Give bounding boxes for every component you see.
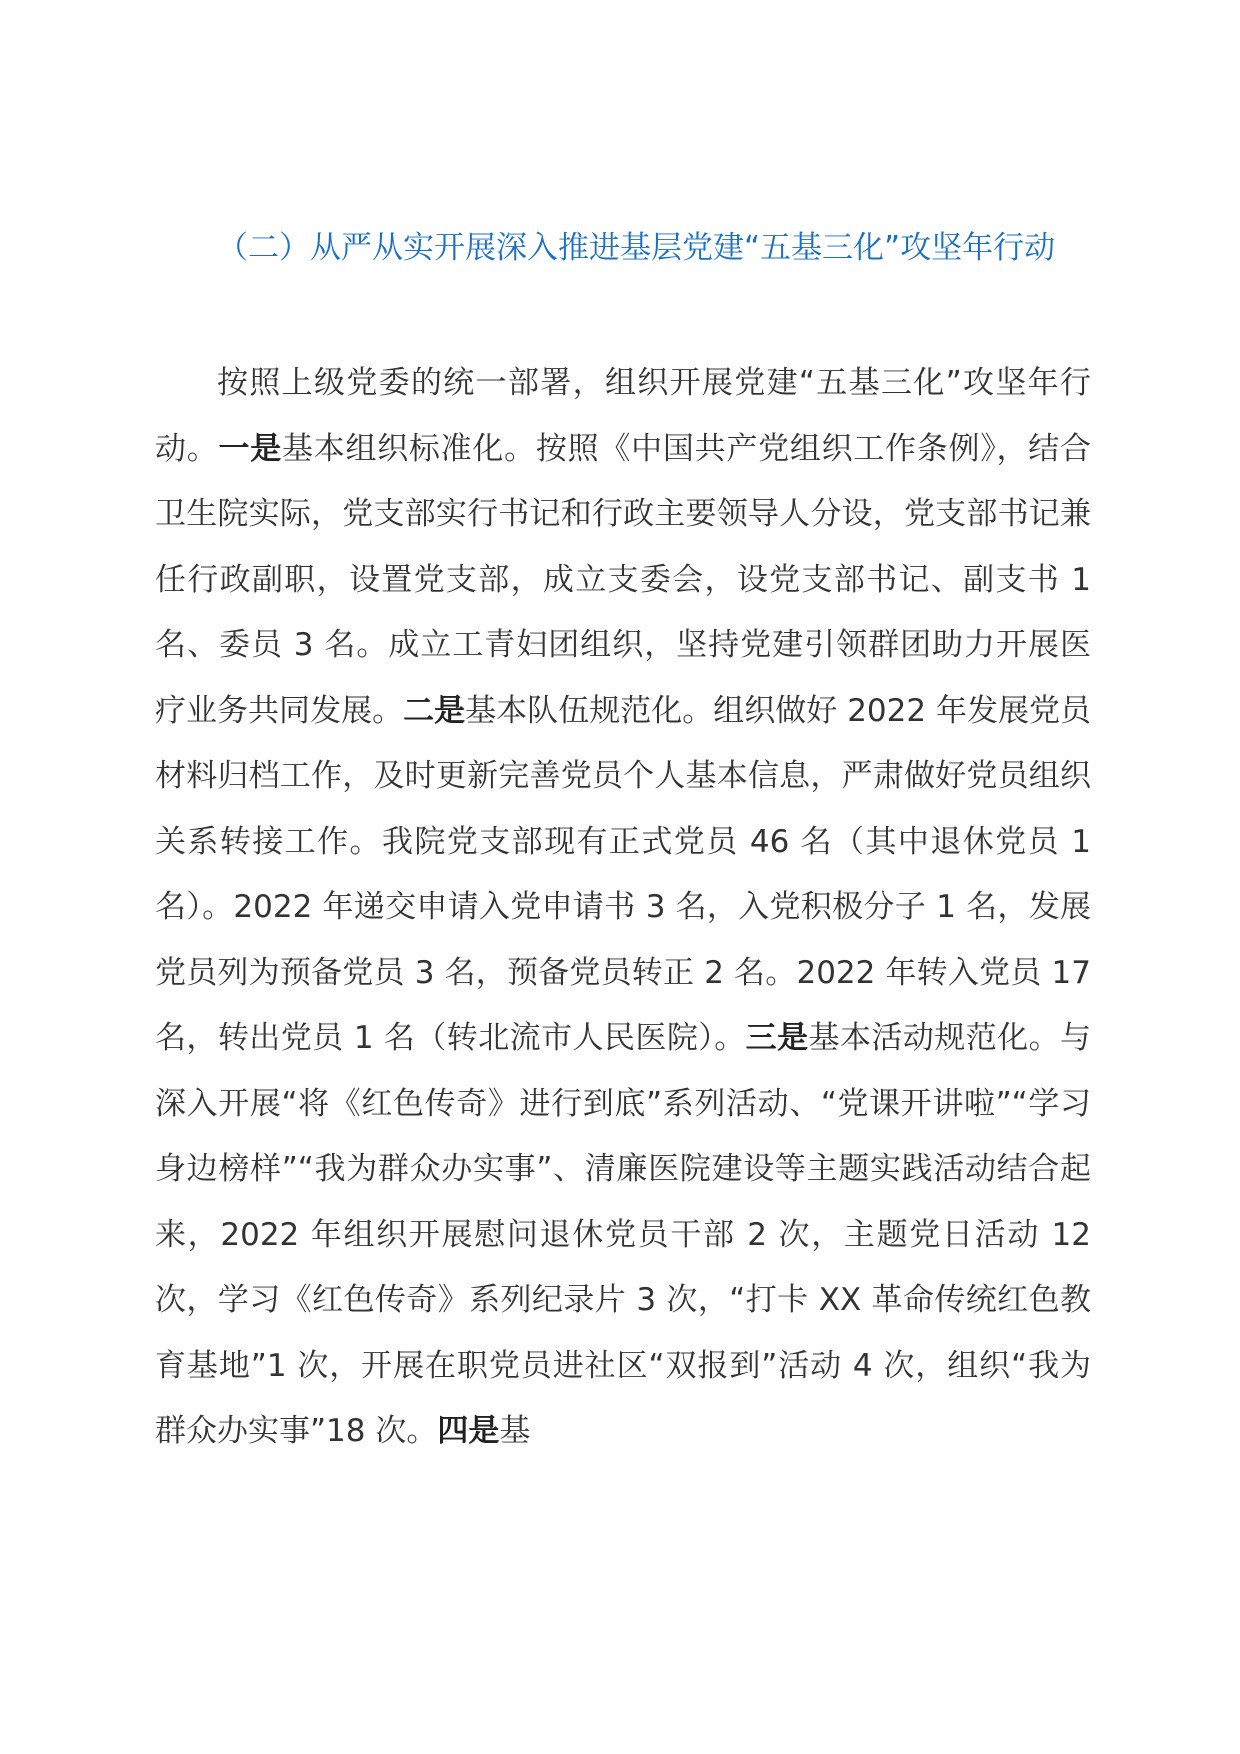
paragraph-run-bold-1: 一是 bbox=[218, 430, 282, 467]
paragraph-run: 基 bbox=[499, 1413, 531, 1449]
section-heading: （二）从严从实开展深入推进基层党建“五基三化”攻坚年行动 bbox=[217, 230, 1056, 266]
paragraph-run-bold-2: 二是 bbox=[403, 692, 466, 729]
paragraph-run: 基本活动规范化。与深入开展“将《红色传奇》进行到底”系列活动、“党课开讲啦”“学习身边榜样”“我为群众办实事”、清廉医院建设等主题实践活动结合起来，2022 年组织开展慰问退休党员干部 2 次，主题党日活动 12 次，学习《红色传奇》系列纪录片 3 次，“打卡 XX 革命传统红色教育基地”1 次，开展在职党员进社区“双报到”活动 4 次，组织“我为群众办实事”18 次。 bbox=[155, 1020, 1091, 1449]
paragraph-run: 按照上级党委的统一部署，组织开展党建“五基三化”攻坚年行动。 bbox=[155, 365, 1091, 467]
paragraph-run-bold-4: 四是 bbox=[437, 1413, 500, 1449]
body-paragraph bbox=[155, 351, 1091, 1465]
paragraph-run-bold-3: 三是 bbox=[745, 1020, 809, 1056]
paragraph-run: 基本组织标准化。按照《中国共产党组织工作条例》，结合卫生院实际，党支部实行书记和行政主要领导人分设，党支部书记兼任行政副职，设置党支部，成立支委会，设党支部书记、副支书 1 名、委员 3 名。成立工青妇团组织，坚持党建引领群团助力开展医疗业务共同发展。 bbox=[155, 430, 1092, 729]
paragraph-run: 基本队伍规范化。组织做好 2022 年发展党员材料归档工作，及时更新完善党员个人基本信息，严肃做好党员组织关系转接工作。我院党支部现有正式党员 46 名（其中退休党员 1 名）。2022 年递交申请入党申请书 3 名，入党积极分子 1 名，发展党员列为预备党员 3 名，预备党员转正 2 名。2022 年转入党员 17 名，转出党员 1 名（转北流市人民医院）。 bbox=[155, 692, 1092, 1056]
